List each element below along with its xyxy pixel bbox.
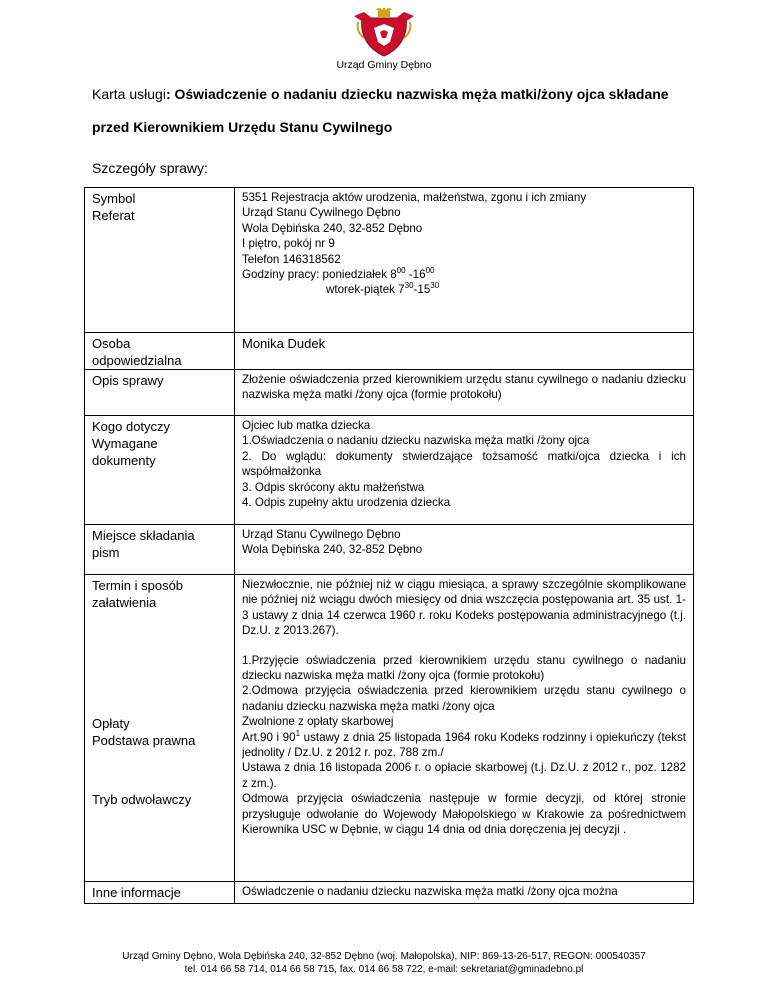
kogo-value: Ojciec lub matka dziecka [242, 419, 371, 432]
wymagane-label: Wymagane [92, 436, 158, 451]
oplaty-value: Zwolnione z opłaty skarbowej [242, 715, 394, 729]
miejsce-label: Miejsce składania [92, 528, 195, 543]
table-row [85, 882, 694, 904]
podstawa-value: Art.90 i $90^1$ ustawy z dnia 25 listopada 1964 roku Kodeks rodzinny i opiekuńczy (tekst jednolity / Dz.U. z 2012 r. poz. 788 zm./ [242, 728, 686, 760]
wymagane-label-2: dokumenty [92, 453, 156, 468]
footer-line1: Urząd Gminy Dębno, Wola Dębińska 240, 32-852 Dębno (woj. Małopolska), NIP: 869-13-26-517, REGON: 000540357 [122, 951, 646, 962]
title-line1: Oświadczenie o nadaniu dziecku nazwiska męża matki/żony ojca składane [174, 86, 669, 102]
document-item: 1.Oświadczenia o nadaniu dziecku nazwiska męża matki /żony ojca [242, 434, 590, 448]
coat-of-arms-icon [352, 8, 416, 58]
document-item: 3. Odpis skrócony aktu małżeństwa [242, 480, 425, 494]
table-row [85, 416, 694, 525]
details-label: Szczegóły sprawy: [92, 160, 208, 176]
tryb-label: Tryb odwoławczy [92, 792, 192, 807]
table-row [85, 188, 694, 333]
table-row [85, 525, 694, 575]
referat-line: Urząd Stanu Cywilnego Dębno [242, 206, 401, 220]
termin-label: Termin i sposób [92, 578, 184, 593]
service-card-table [84, 187, 694, 904]
office-hours-2: wtorek-piątek $7^{30}-15^{30}$ [326, 281, 440, 297]
document-item: 2. Do wglądu: dokumenty stwierdzające tożsamość matki/ojca dziecka i ich współmałżonka [242, 449, 686, 479]
termin-label-2: załatwienia [92, 595, 157, 610]
inne-label: Inne informacje [92, 885, 181, 900]
title-colon: : [165, 86, 175, 102]
referat-line: I piętro, pokój nr 9 [242, 237, 335, 251]
podstawa-value-2: Ustawa z dnia 16 listopada 2006 r. o opłacie skarbowej (t.j. Dz.U. z 2012 r., poz. 1282 z zm.). [242, 761, 686, 790]
title-line2: przed Kierownikiem Urzędu Stanu Cywilnego [92, 119, 393, 135]
osoba-label-2: odpowiedzialna [92, 353, 182, 368]
miejsce-line: Urząd Stanu Cywilnego Dębno [242, 528, 401, 541]
opis-value: Złożenie oświadczenia przed kierownikiem urzędu stanu cywilnego o nadaniu dziecku nazwiska męża matki /żony ojca (formie protokołu) [242, 373, 686, 402]
footer-line2: tel. 014 66 58 714, 014 66 58 715, fax. 014 66 58 722, e-mail: sekretariat@gminadebno.pl [184, 964, 584, 975]
osoba-value: Monika Dudek [242, 336, 326, 351]
title-prefix: Karta usługi [92, 86, 166, 102]
miejsce-line: Wola Dębińska 240, 32-852 Dębno [242, 543, 423, 557]
kogo-label: Kogo dotyczy [92, 419, 171, 434]
inne-value: Oświadczenie o nadaniu dziecku nazwiska męża matki /żony ojca można [242, 885, 618, 898]
oplaty-label: Opłaty [92, 716, 130, 731]
office-hours: Godziny pracy: poniedziałek $8^{00}$ $-16^{00}$ [242, 266, 435, 282]
page-footer [0, 950, 768, 976]
termin-item-1: 1.Przyjęcie oświadczenia przed kierownikiem urzędu stanu cywilnego o nadaniu dziecku nazwiska męża matki /żony ojca (formie protokołu) [242, 653, 686, 683]
osoba-label: Osoba [92, 336, 131, 351]
page-title [92, 86, 669, 102]
table-row [85, 333, 694, 370]
podstawa-label: Podstawa prawna [92, 733, 196, 748]
table-row [85, 370, 694, 416]
referat-label: Referat [92, 208, 135, 223]
symbol-label: Symbol [92, 191, 136, 206]
table-row [85, 575, 694, 882]
miejsce-label-2: pism [92, 545, 120, 560]
referat-line: Telefon 146318562 [242, 252, 341, 266]
termin-item-2: 2.Odmowa przyjęcia oświadczenia przed kierownikiem urzędu stanu cywilnego o nadaniu dziecku nazwiska męża matki /żony ojca [242, 684, 686, 713]
tryb-value: Odmowa przyjęcia oświadczenia następuje w formie decyzji, od której stronie przysługuje odwołanie do Wojewody Małopolskiego w Krakowie za pośrednictwem Kierownika USC w Dębnie, w ciągu 14 dnia od dnia doręczenia jej decyzji . [242, 792, 686, 837]
referat-line: Wola Dębińska 240, 32-852 Dębno [242, 221, 423, 235]
termin-value: Niezwłocznie, nie później niż w ciągu miesiąca, a sprawy szczególnie skomplikowane nie później niż wciągu dwóch miesięcy od dnia wszczęcia postępowania art. 35 ust. 1-3 ustawy z dnia 14 czerwca 1960 r. roku Kodeks postępowania administracyjnego (t.j. Dz.U. z 2013.267). [242, 578, 686, 638]
symbol-value: 5351 Rejestracja aktów urodzenia, małżeństwa, zgonu i ich zmiany [242, 191, 587, 204]
office-name: Urząd Gminy Dębno [336, 59, 432, 71]
document-item: 4. Odpis zupełny aktu urodzenia dziecka [242, 496, 451, 510]
opis-label: Opis sprawy [92, 373, 164, 388]
